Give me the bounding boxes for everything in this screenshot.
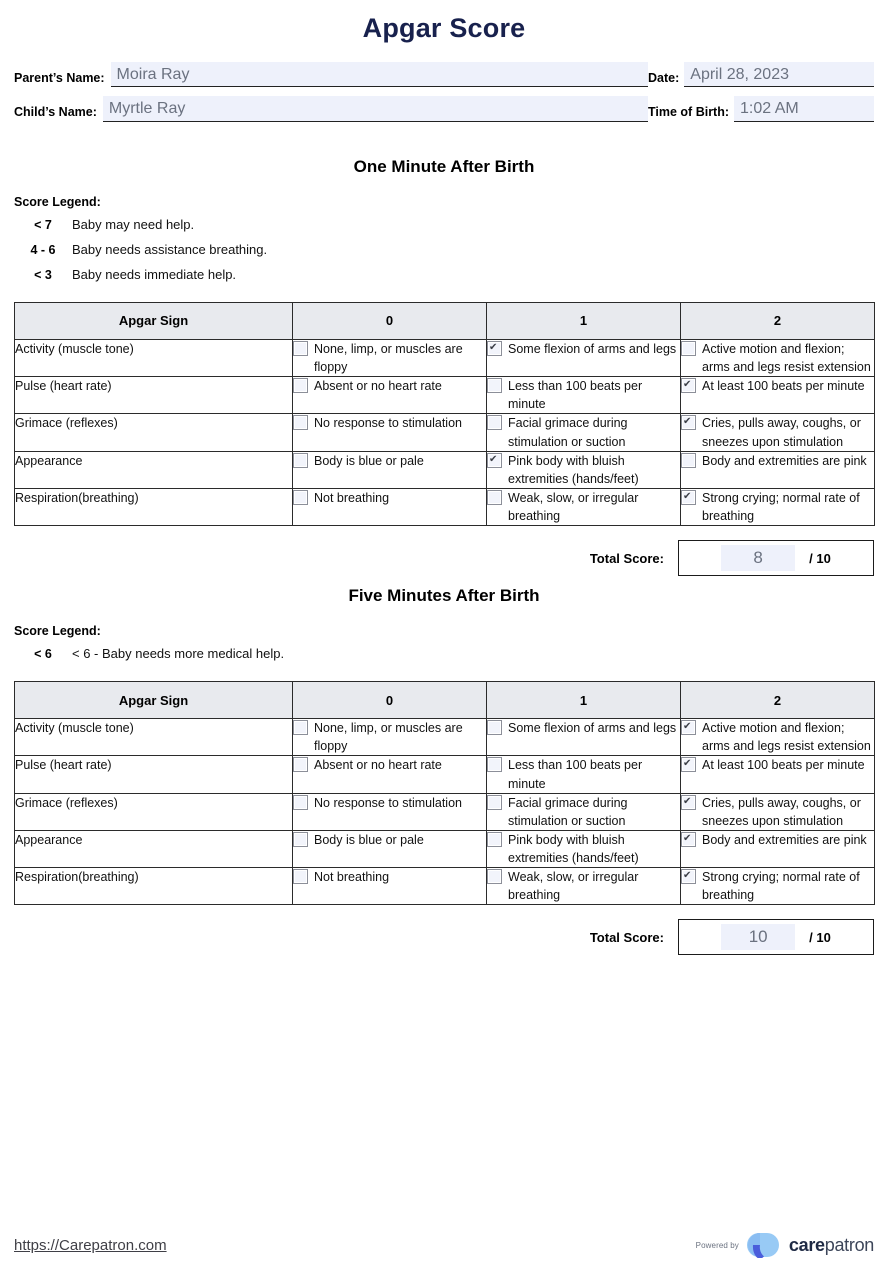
- legend-score: 4 - 6: [30, 242, 56, 257]
- score-option-label: Not breathing: [314, 870, 390, 885]
- checkbox-unchecked-icon[interactable]: [293, 490, 308, 505]
- checkbox-unchecked-icon[interactable]: [487, 490, 502, 505]
- column-header-3: 2: [681, 682, 875, 719]
- legend-description: < 6 - Baby needs more medical help.: [72, 646, 285, 662]
- section-title: One Minute After Birth: [353, 156, 535, 176]
- apgar-sign-label: Activity (muscle tone): [15, 339, 293, 376]
- carepatron-branding: [696, 1232, 874, 1258]
- score-option-label: Pink body with bluish extremities (hands/feet): [508, 832, 639, 865]
- score-option-cell[interactable]: [487, 868, 681, 905]
- score-option-cell[interactable]: [681, 414, 875, 451]
- patient-header-fields: [14, 62, 874, 131]
- score-option-cell[interactable]: [681, 719, 875, 756]
- header-left-column: [14, 62, 648, 131]
- table-row: [15, 414, 875, 451]
- powered-by-label: Powered by: [695, 1240, 739, 1250]
- apgar-sign-label: Grimace (reflexes): [15, 793, 293, 830]
- score-option-label: Cries, pulls away, coughs, or sneezes upon stimulation: [702, 795, 861, 828]
- legend-score: < 7: [34, 217, 52, 232]
- date-input[interactable]: April 28, 2023: [684, 62, 874, 88]
- score-option-cell[interactable]: [681, 339, 875, 376]
- score-option-cell[interactable]: [681, 793, 875, 830]
- checkbox-checked-icon[interactable]: [681, 757, 696, 772]
- field-childs-name: [14, 96, 648, 122]
- checkbox-unchecked-icon[interactable]: [293, 832, 308, 847]
- score-legend-list: [14, 217, 874, 282]
- apgar-table: [14, 302, 875, 526]
- score-option-label: At least 100 beats per minute: [702, 379, 865, 394]
- score-option-cell[interactable]: [293, 756, 487, 793]
- checkbox-unchecked-icon[interactable]: [293, 720, 308, 735]
- column-header-0: Apgar Sign: [15, 682, 293, 719]
- table-row: [15, 451, 875, 488]
- total-score-box: [678, 540, 874, 576]
- total-score-label: Total Score:: [589, 929, 664, 945]
- column-header-3: 2: [681, 302, 875, 339]
- legend-description: Baby needs immediate help.: [72, 266, 237, 282]
- score-option-cell[interactable]: [681, 377, 875, 414]
- total-score-row: [14, 919, 874, 955]
- score-option-label: None, limp, or muscles are floppy: [314, 341, 463, 374]
- checkbox-checked-icon[interactable]: [681, 490, 696, 505]
- checkbox-checked-icon[interactable]: [681, 869, 696, 884]
- checkbox-unchecked-icon[interactable]: [487, 795, 502, 810]
- score-option-cell[interactable]: [293, 830, 487, 867]
- score-option-cell[interactable]: [487, 377, 681, 414]
- table-header-row: [15, 682, 875, 719]
- apgar-sign-label: Respiration(breathing): [15, 488, 293, 525]
- checkbox-checked-icon[interactable]: [681, 795, 696, 810]
- score-option-label: Weak, slow, or irregular breathing: [508, 870, 639, 903]
- checkbox-unchecked-icon[interactable]: [487, 832, 502, 847]
- score-option-cell[interactable]: [293, 488, 487, 525]
- score-option-cell[interactable]: [293, 377, 487, 414]
- score-option-label: None, limp, or muscles are floppy: [314, 721, 463, 754]
- checkbox-unchecked-icon[interactable]: [293, 378, 308, 393]
- apgar-sign-label: Activity (muscle tone): [15, 719, 293, 756]
- score-legend-heading: Score Legend:: [14, 194, 101, 209]
- section-title: Five Minutes After Birth: [348, 586, 540, 606]
- score-option-label: Less than 100 beats per minute: [508, 758, 643, 791]
- score-option-cell[interactable]: [487, 414, 681, 451]
- legend-item: [14, 267, 874, 282]
- score-option-cell[interactable]: [293, 719, 487, 756]
- header-right-column: [648, 62, 874, 131]
- score-option-label: Not breathing: [314, 490, 390, 505]
- score-option-cell[interactable]: [293, 451, 487, 488]
- score-option-cell[interactable]: [487, 451, 681, 488]
- score-option-label: Some flexion of arms and legs: [508, 721, 677, 736]
- apgar-table: [14, 681, 875, 905]
- time-of-birth-input[interactable]: 1:02 AM: [734, 96, 874, 122]
- legend-description: Baby may need help.: [72, 216, 195, 232]
- table-row: [15, 830, 875, 867]
- column-header-0: Apgar Sign: [15, 302, 293, 339]
- total-score-box: [678, 919, 874, 955]
- score-option-cell[interactable]: [487, 488, 681, 525]
- wordmark-care: care: [788, 1234, 825, 1255]
- checkbox-unchecked-icon[interactable]: [293, 341, 308, 356]
- column-header-2: 1: [487, 302, 681, 339]
- legend-item: [14, 242, 874, 257]
- checkbox-unchecked-icon[interactable]: [681, 341, 696, 356]
- table-row: [15, 377, 875, 414]
- score-option-cell[interactable]: [487, 793, 681, 830]
- carepatron-link[interactable]: https://Carepatron.com: [14, 1236, 167, 1254]
- checkbox-unchecked-icon[interactable]: [681, 453, 696, 468]
- checkbox-unchecked-icon[interactable]: [293, 453, 308, 468]
- score-option-label: Pink body with bluish extremities (hands/feet): [508, 453, 639, 486]
- checkbox-unchecked-icon[interactable]: [487, 415, 502, 430]
- score-option-label: Body and extremities are pink: [702, 453, 867, 468]
- column-header-1: 0: [293, 302, 487, 339]
- total-score-max: / 10: [809, 929, 831, 945]
- score-option-label: Absent or no heart rate: [314, 379, 442, 394]
- apgar-sign-label: Pulse (heart rate): [15, 756, 293, 793]
- score-option-cell[interactable]: [293, 868, 487, 905]
- childs-name-input[interactable]: Myrtle Ray: [103, 96, 648, 122]
- section-spacer: [14, 576, 874, 586]
- page-title: Apgar Score: [362, 13, 526, 43]
- section-2: [14, 586, 874, 955]
- apgar-sign-label: Grimace (reflexes): [15, 414, 293, 451]
- checkbox-unchecked-icon[interactable]: [293, 415, 308, 430]
- checkbox-checked-icon[interactable]: [681, 378, 696, 393]
- legend-item: [14, 217, 874, 232]
- score-option-cell[interactable]: [293, 414, 487, 451]
- checkbox-checked-icon[interactable]: [681, 415, 696, 430]
- total-score-max: / 10: [809, 550, 831, 566]
- score-option-label: Body and extremities are pink: [702, 832, 867, 847]
- carepatron-wordmark: [789, 1235, 874, 1256]
- score-option-cell[interactable]: [293, 339, 487, 376]
- score-option-label: No response to stimulation: [314, 416, 462, 431]
- score-option-cell[interactable]: [681, 756, 875, 793]
- column-header-2: 1: [487, 682, 681, 719]
- checkbox-checked-icon[interactable]: [487, 341, 502, 356]
- field-label-childs-name: Child’s Name:: [14, 105, 97, 120]
- apgar-sign-label: Appearance: [15, 830, 293, 867]
- total-score-input[interactable]: 8: [721, 545, 795, 571]
- checkbox-checked-icon[interactable]: [681, 720, 696, 735]
- table-row: [15, 719, 875, 756]
- legend-description: Baby needs assistance breathing.: [72, 241, 268, 257]
- score-option-cell[interactable]: [487, 719, 681, 756]
- apgar-sign-label: Appearance: [15, 451, 293, 488]
- field-date: [648, 62, 874, 88]
- section-1: [14, 157, 874, 586]
- score-option-label: Weak, slow, or irregular breathing: [508, 490, 639, 523]
- checkbox-checked-icon[interactable]: [487, 453, 502, 468]
- legend-score: < 3: [34, 267, 52, 282]
- table-row: [15, 488, 875, 525]
- score-option-label: Facial grimace during stimulation or suction: [508, 795, 628, 828]
- legend-item: [14, 646, 874, 661]
- score-option-cell[interactable]: [293, 793, 487, 830]
- field-label-date: Date:: [648, 70, 680, 85]
- field-parents-name: [14, 62, 648, 88]
- total-score-input[interactable]: 10: [721, 924, 795, 950]
- table-header-row: [15, 302, 875, 339]
- column-header-1: 0: [293, 682, 487, 719]
- sections-container: [14, 157, 874, 956]
- field-label-parents-name: Parent’s Name:: [14, 70, 105, 85]
- table-row: [15, 868, 875, 905]
- carepatron-logo-icon: [747, 1232, 781, 1258]
- score-option-label: At least 100 beats per minute: [702, 758, 865, 773]
- apgar-sign-label: Respiration(breathing): [15, 868, 293, 905]
- checkbox-unchecked-icon[interactable]: [487, 869, 502, 884]
- score-option-label: Active motion and flexion; arms and legs resist extension: [702, 721, 871, 754]
- wordmark-patron: patron: [824, 1234, 874, 1255]
- checkbox-unchecked-icon[interactable]: [293, 757, 308, 772]
- score-option-cell[interactable]: [487, 756, 681, 793]
- score-option-cell[interactable]: [487, 339, 681, 376]
- apgar-sign-label: Pulse (heart rate): [15, 377, 293, 414]
- score-option-label: Facial grimace during stimulation or suction: [508, 416, 628, 449]
- checkbox-checked-icon[interactable]: [681, 832, 696, 847]
- field-label-time-of-birth: Time of Birth:: [648, 105, 730, 120]
- table-row: [15, 756, 875, 793]
- parents-name-input[interactable]: Moira Ray: [111, 62, 648, 88]
- footer: [14, 1232, 874, 1258]
- score-option-label: No response to stimulation: [314, 795, 462, 810]
- field-time-of-birth: [648, 96, 874, 122]
- score-option-label: Cries, pulls away, coughs, or sneezes upon stimulation: [702, 416, 861, 449]
- score-option-label: Strong crying; normal rate of breathing: [702, 490, 860, 523]
- score-option-cell[interactable]: [681, 830, 875, 867]
- table-row: [15, 793, 875, 830]
- checkbox-unchecked-icon[interactable]: [487, 378, 502, 393]
- score-option-cell[interactable]: [681, 868, 875, 905]
- score-option-label: Some flexion of arms and legs: [508, 341, 677, 356]
- score-option-cell[interactable]: [681, 451, 875, 488]
- legend-score: < 6: [34, 647, 52, 662]
- checkbox-unchecked-icon[interactable]: [487, 720, 502, 735]
- score-option-cell[interactable]: [487, 830, 681, 867]
- score-option-label: Less than 100 beats per minute: [508, 379, 643, 412]
- score-legend-list: [14, 646, 874, 661]
- score-option-label: Body is blue or pale: [314, 832, 424, 847]
- score-legend-heading: Score Legend:: [14, 624, 101, 639]
- score-option-label: Absent or no heart rate: [314, 758, 442, 773]
- table-row: [15, 339, 875, 376]
- checkbox-unchecked-icon[interactable]: [293, 795, 308, 810]
- score-option-label: Strong crying; normal rate of breathing: [702, 870, 860, 903]
- total-score-label: Total Score:: [589, 550, 664, 566]
- score-option-label: Active motion and flexion; arms and legs resist extension: [702, 341, 871, 374]
- checkbox-unchecked-icon[interactable]: [487, 757, 502, 772]
- score-option-cell[interactable]: [681, 488, 875, 525]
- checkbox-unchecked-icon[interactable]: [293, 869, 308, 884]
- score-option-label: Body is blue or pale: [314, 453, 424, 468]
- total-score-row: [14, 540, 874, 576]
